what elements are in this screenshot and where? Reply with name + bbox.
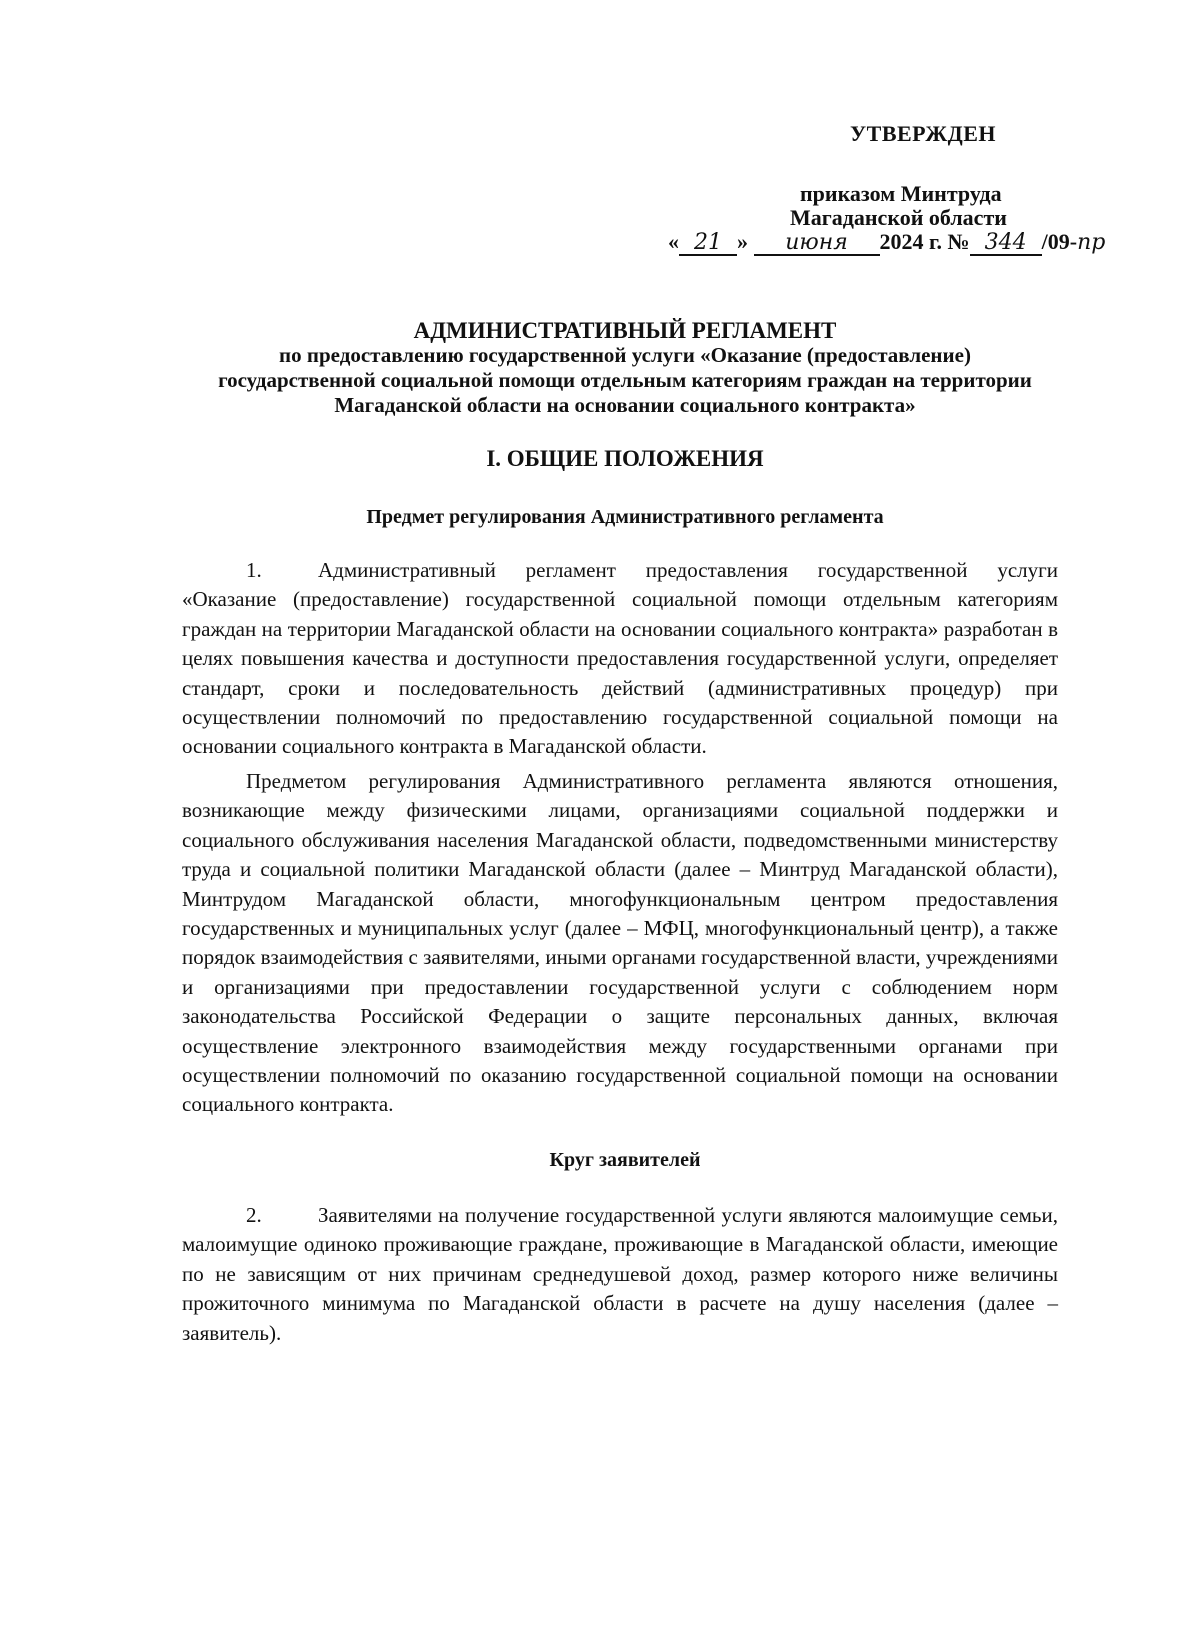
- order-line-2: Магаданской области: [790, 205, 1007, 230]
- order-line-1: приказом Минтруда: [800, 181, 1002, 206]
- year-number-label: 2024 г. №: [879, 229, 970, 254]
- quote-open: «: [668, 229, 679, 254]
- handwritten-day: 21: [679, 232, 737, 256]
- document-title: [175, 318, 1075, 418]
- title-line-2: по предоставлению государственной услуги «Оказание (предоставление): [279, 343, 971, 367]
- paragraph-3: [182, 1201, 1058, 1348]
- paragraph-1: [182, 556, 1058, 762]
- order-number-suffix: /09-: [1041, 229, 1078, 254]
- section-heading: I. ОБЩИЕ ПОЛОЖЕНИЯ: [486, 446, 764, 471]
- subsection-heading-applicants: Круг заявителей: [549, 1149, 701, 1171]
- paragraph-1-text: Административный регламент предоставления государственной услуги «Оказание (предоставление) государственной социальной помощи отдельным категориям граждан на территории Магаданской области на основании социального контракта» разработан в целях повышения качества и доступности предоставления государственной услуги, определяет стандарт, сроки и последовательность действий (административных процедур) при осуществлении полномочий по предоставлению государственной социальной помощи на основании социального контракта в Магаданской области.: [182, 558, 1058, 759]
- approval-stamp: [640, 122, 1140, 256]
- paragraph-3-text: Заявителями на получение государственной услуги являются малоимущие семьи, малоимущие одиноко проживающие граждане, проживающие в Магаданской области, имеющие по не зависящим от них причинам среднедушевой доход, размер которого ниже величины прожиточного минимума по Магаданской области в расчете на душу населения (далее – заявитель).: [182, 1203, 1058, 1345]
- paragraph-3-number: 2.: [246, 1203, 262, 1227]
- paragraph-2: Предметом регулирования Административного регламента являются отношения, возникающие между физическими лицами, организациями социальной поддержки и социального обслуживания населения Магаданской области, подведомственными министерству труда и социальной политики Магаданской области (далее – Минтруд Магаданской области), Минтрудом Магаданской области, многофункциональным центром предоставления государственных и муниципальных услуг (далее – МФЦ, многофункциональный центр), а также порядок взаимодействия с заявителями, иными органами государственной власти, учреждениями и организациями при предоставлении государственной услуги с соблюдением норм законодательства Российской Федерации о защите персональных данных, включая осуществление электронного взаимодействия между государственными органами при осуществлении полномочий по оказанию государственной социальной помощи на основании социального контракта.: [182, 769, 1058, 1117]
- quote-close: »: [737, 229, 748, 254]
- title-line-3: государственной социальной помощи отдельным категориям граждан на территории: [218, 368, 1032, 392]
- paragraph-1-number: 1.: [246, 558, 262, 582]
- order-date-line: [668, 230, 1140, 256]
- approved-label: УТВЕРЖДЕН: [850, 121, 997, 146]
- title-main: АДМИНИСТРАТИВНЫЙ РЕГЛАМЕНТ: [413, 318, 837, 343]
- handwritten-month: июня: [754, 232, 880, 256]
- handwritten-order-number: 344: [970, 232, 1042, 256]
- title-line-4: Магаданской области на основании социального контракта»: [334, 393, 916, 417]
- handwritten-suffix: пр: [1077, 230, 1106, 255]
- subsection-heading-subject: Предмет регулирования Административного регламента: [366, 506, 884, 528]
